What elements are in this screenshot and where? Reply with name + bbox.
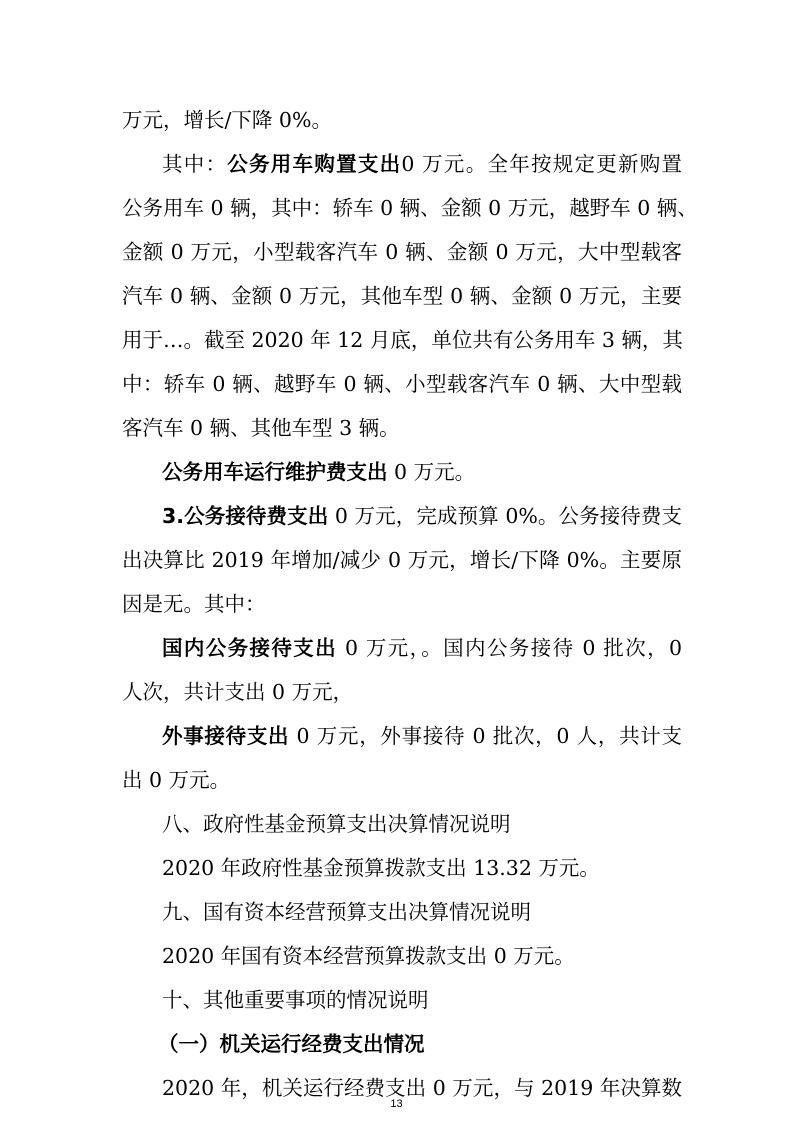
text-line: [162, 150, 682, 178]
text-line: [162, 502, 682, 530]
bold-term: 公务用车运行维护费支出: [162, 460, 388, 484]
text-line: 人次，共计支出 0 万元，: [122, 680, 354, 704]
text-line: 用于…。截至 2020 年 12 月底，单位共有公务用车 3 辆，其: [122, 328, 683, 352]
text-line: 金额 0 万元，小型载客汽车 0 辆、金额 0 万元，大中型载客: [122, 240, 682, 264]
text-line: 2020 年国有资本经营预算拨款支出 0 万元。: [162, 944, 575, 968]
text-line: [162, 458, 682, 486]
subsection-heading: （一）机关运行经费支出情况: [158, 1032, 425, 1056]
text-span: 0 万元。全年按规定更新购置: [401, 152, 683, 176]
bold-term: 公务用车购置支出: [227, 152, 402, 176]
text-span: 其中：: [162, 152, 228, 176]
text-span: 0 万元，完成预算 0%。公务接待费支: [328, 504, 682, 528]
text-line: [162, 634, 682, 662]
text-span: 0 万元，外事接待 0 批次，0 人，共计支: [289, 724, 683, 748]
bold-term: 3.公务接待费支出: [162, 504, 329, 528]
text-line: 2020 年政府性基金预算拨款支出 13.32 万元。: [162, 856, 600, 880]
text-line: 出决算比 2019 年增加/减少 0 万元，增长/下降 0%。主要原: [122, 548, 682, 572]
text-span: 0 万元。: [387, 460, 476, 484]
bold-term: 外事接待支出: [162, 724, 290, 748]
page-number: 13: [390, 1098, 403, 1110]
bold-term: 国内公务接待支出: [162, 636, 338, 660]
section-heading: 九、国有资本经营预算支出决算情况说明: [162, 900, 531, 924]
text-line: 客汽车 0 辆、其他车型 3 辆。: [122, 416, 400, 440]
text-line: 中：轿车 0 辆、越野车 0 辆、小型载客汽车 0 辆、大中型载: [122, 372, 682, 396]
section-heading: 十、其他重要事项的情况说明: [162, 988, 429, 1012]
text-line: 因是无。其中：: [122, 592, 266, 616]
text-line: 出 0 万元。: [122, 768, 231, 792]
text-line: 2020 年，机关运行经费支出 0 万元，与 2019 年决算数: [162, 1076, 682, 1100]
text-span: 0 万元，。国内公务接待 0 批次，0: [337, 636, 682, 660]
section-heading: 八、政府性基金预算支出决算情况说明: [162, 812, 511, 836]
text-line: 公务用车 0 辆，其中：轿车 0 辆、金额 0 万元，越野车 0 辆、: [122, 196, 698, 220]
text-line: 万元，增长/下降 0%。: [122, 108, 332, 132]
text-line: [162, 722, 682, 750]
text-line: 汽车 0 辆、金额 0 万元，其他车型 0 辆、金额 0 万元，主要: [122, 284, 682, 308]
